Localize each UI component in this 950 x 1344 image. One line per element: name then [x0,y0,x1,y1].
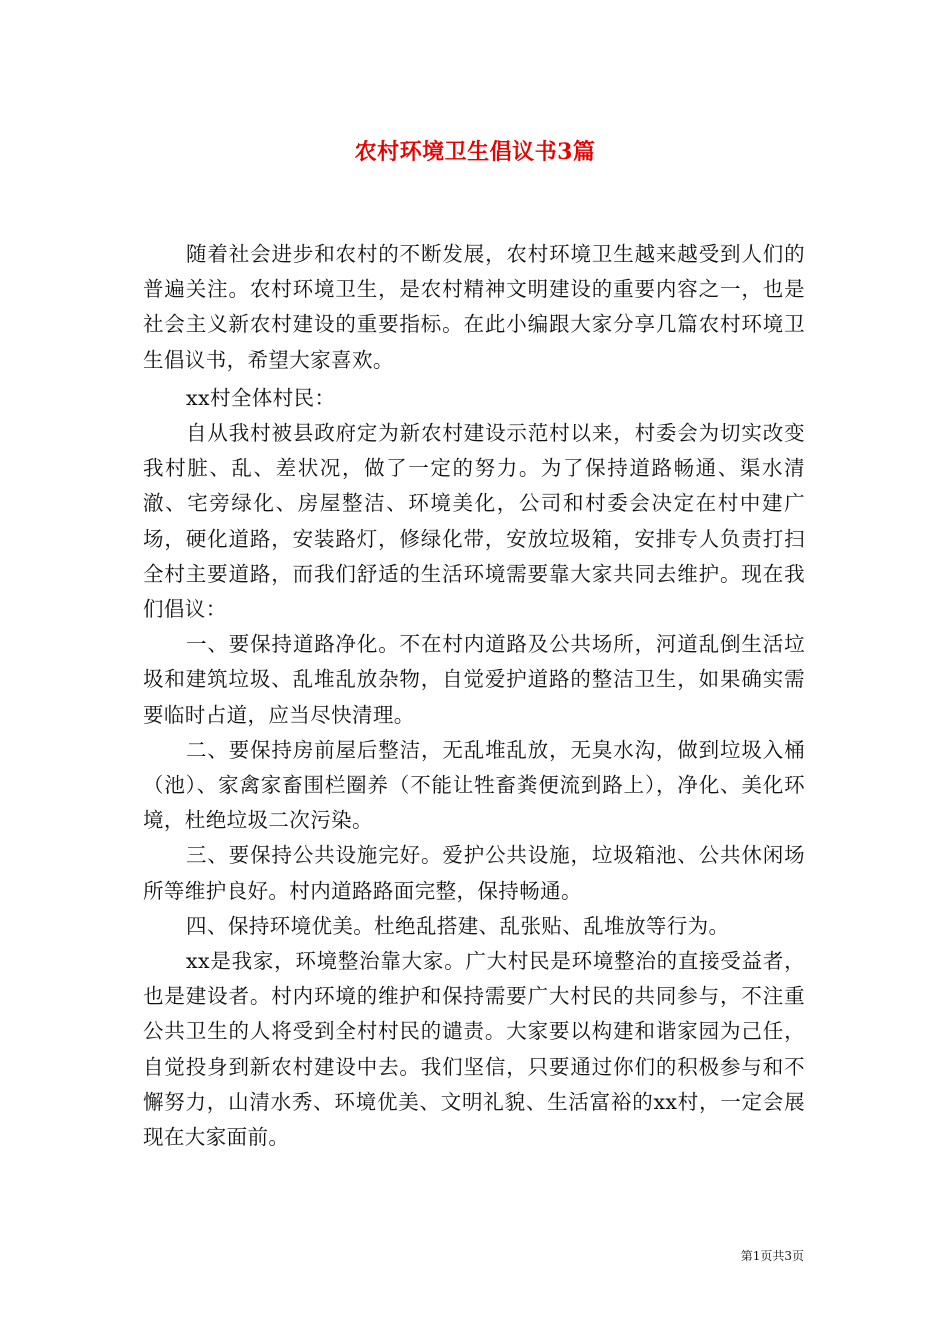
proposal-item-4: 四、保持环境优美。杜绝乱搭建、乱张贴、乱堆放等行为。 [186,913,730,938]
document-body [143,237,805,1155]
proposal-item-1: 一、要保持道路净化。不在村内道路及公共场所，河道乱倒生活垃圾和建筑垃圾、乱堆乱放杂物，自觉爱护道路的整洁卫生，如果确实需要临时占道，应当尽快清理。 [143,632,805,727]
salutation: xx村全体村民： [186,385,336,410]
proposal-item-2: 二、要保持房前屋后整洁，无乱堆乱放，无臭水沟，做到垃圾入桶（池）、家禽家畜围栏圈养（不能让牲畜粪便流到路上），净化、美化环境，杜绝垃圾二次污染。 [143,737,805,833]
proposal-item-3: 三、要保持公共设施完好。爱护公共设施，垃圾箱池、公共休闲场所等维护良好。村内道路路面完整，保持畅通。 [143,843,805,903]
page-number: 第1页共3页 [740,1249,804,1263]
body-paragraph: 自从我村被县政府定为新农村建设示范村以来，村委会为切实改变我村脏、乱、差状况，做了一定的努力。为了保持道路畅通、渠水清澈、宅旁绿化、房屋整洁、环境美化，公司和村委会决定在村中建广场，硬化道路，安装路灯，修绿化带，安放垃圾箱，安排专人负责打扫全村主要道路，而我们舒适的生活环境需要靠大家共同去维护。现在我们倡议： [143,421,805,622]
document-title: 农村环境卫生倡议书3篇 [354,139,596,165]
intro-paragraph: 随着社会进步和农村的不断发展，农村环境卫生越来越受到人们的普遍关注。农村环境卫生，是农村精神文明建设的重要内容之一，也是社会主义新农村建设的重要指标。在此小编跟大家分享几篇农村环境卫生倡议书，希望大家喜欢。 [143,242,805,372]
closing-paragraph: xx是我家，环境整治靠大家。广大村民是环境整治的直接受益者，也是建设者。村内环境的维护和保持需要广大村民的共同参与，不注重公共卫生的人将受到全村村民的谴责。大家要以构建和谐家园为己任，自觉投身到新农村建设中去。我们坚信，只要通过你们的积极参与和不懈努力，山清水秀、环境优美、文明礼貌、生活富裕的xx村，一定会展现在大家面前。 [143,949,805,1150]
